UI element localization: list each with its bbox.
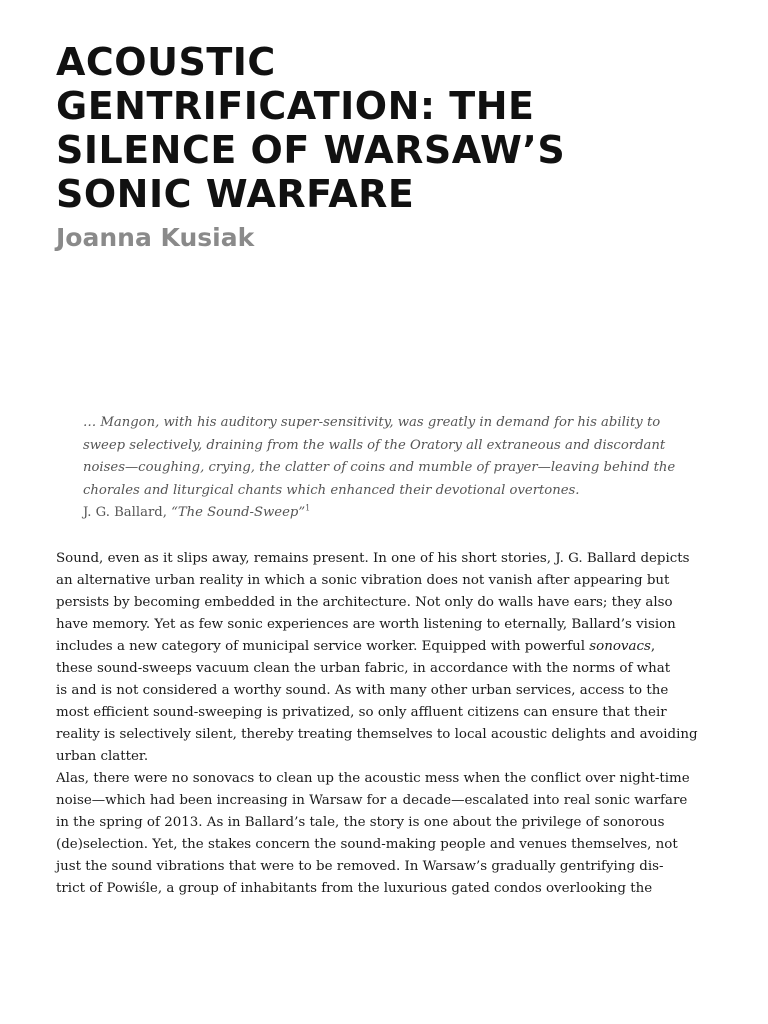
epigraph-line: chorales and liturgical chants which enhanced their devotional overtones. (83, 482, 580, 498)
body-line: persists by becoming embedded in the architecture. Not only do walls have ears; they also (56, 595, 673, 610)
title-line: SILENCE OF WARSAW’S (56, 128, 566, 172)
author-name: Joanna Kusiak (56, 223, 255, 252)
footnote-reference[interactable]: 1 (305, 503, 311, 513)
attribution-title: “The Sound-Sweep” (171, 505, 306, 520)
article-title (56, 40, 696, 216)
body-line: noise—which had been increasing in Warsaw for a decade—escalated into real sonic warfare (56, 793, 688, 808)
body-line: Alas, there were no sonovacs to clean up the acoustic mess when the conflict over night-time (56, 771, 690, 786)
epigraph-line: … Mangon, with his auditory super-sensitivity, was greatly in demand for his ability to (83, 415, 661, 430)
title-line: SONIC WARFARE (56, 172, 415, 216)
italic-term: sonovacs (589, 639, 651, 654)
body-text (56, 548, 698, 900)
body-line-text: includes a new category of municipal service worker. Equipped with powerful (56, 639, 590, 654)
title-line: ACOUSTIC (56, 40, 276, 84)
body-line: these sound-sweeps vacuum clean the urban fabric, in accordance with the norms of what (56, 661, 671, 676)
body-line: Sound, even as it slips away, remains present. In one of his short stories, J. G. Ballard depicts (56, 551, 690, 566)
body-line: is and is not considered a worthy sound. As with many other urban services, access to the (56, 683, 669, 698)
title-line: GENTRIFICATION: THE (56, 84, 535, 128)
body-line: trict of Powiśle, a group of inhabitants from the luxurious gated condos overlooking the (56, 881, 653, 896)
body-line (56, 636, 656, 658)
body-line: (de)selection. Yet, the stakes concern the sound-making people and venues themselves, not (56, 837, 678, 852)
body-line: reality is selectively silent, thereby treating themselves to local acoustic delights and avoiding (56, 727, 698, 742)
epigraph-line: noises—coughing, crying, the clatter of coins and mumble of prayer—leaving behind the (83, 460, 676, 475)
body-line: have memory. Yet as few sonic experiences are worth listening to eternally, Ballard’s vision (56, 617, 676, 632)
epigraph-attribution (83, 502, 630, 525)
body-line: most efficient sound-sweeping is privatized, so only affluent citizens can ensure that their (56, 705, 667, 720)
epigraph (83, 412, 676, 525)
punctuation: , (650, 639, 656, 654)
body-line: urban clatter. (56, 749, 149, 764)
epigraph-line: sweep selectively, draining from the walls of the Oratory all extraneous and discordant (83, 437, 666, 453)
body-line: just the sound vibrations that were to be removed. In Warsaw’s gradually gentrifying dis- (56, 859, 664, 874)
body-line: an alternative urban reality in which a sonic vibration does not vanish after appearing but (56, 573, 670, 588)
body-line: in the spring of 2013. As in Ballard’s tale, the story is one about the privilege of sonorous (56, 815, 665, 830)
attribution-author: J. G. Ballard, (83, 505, 172, 520)
